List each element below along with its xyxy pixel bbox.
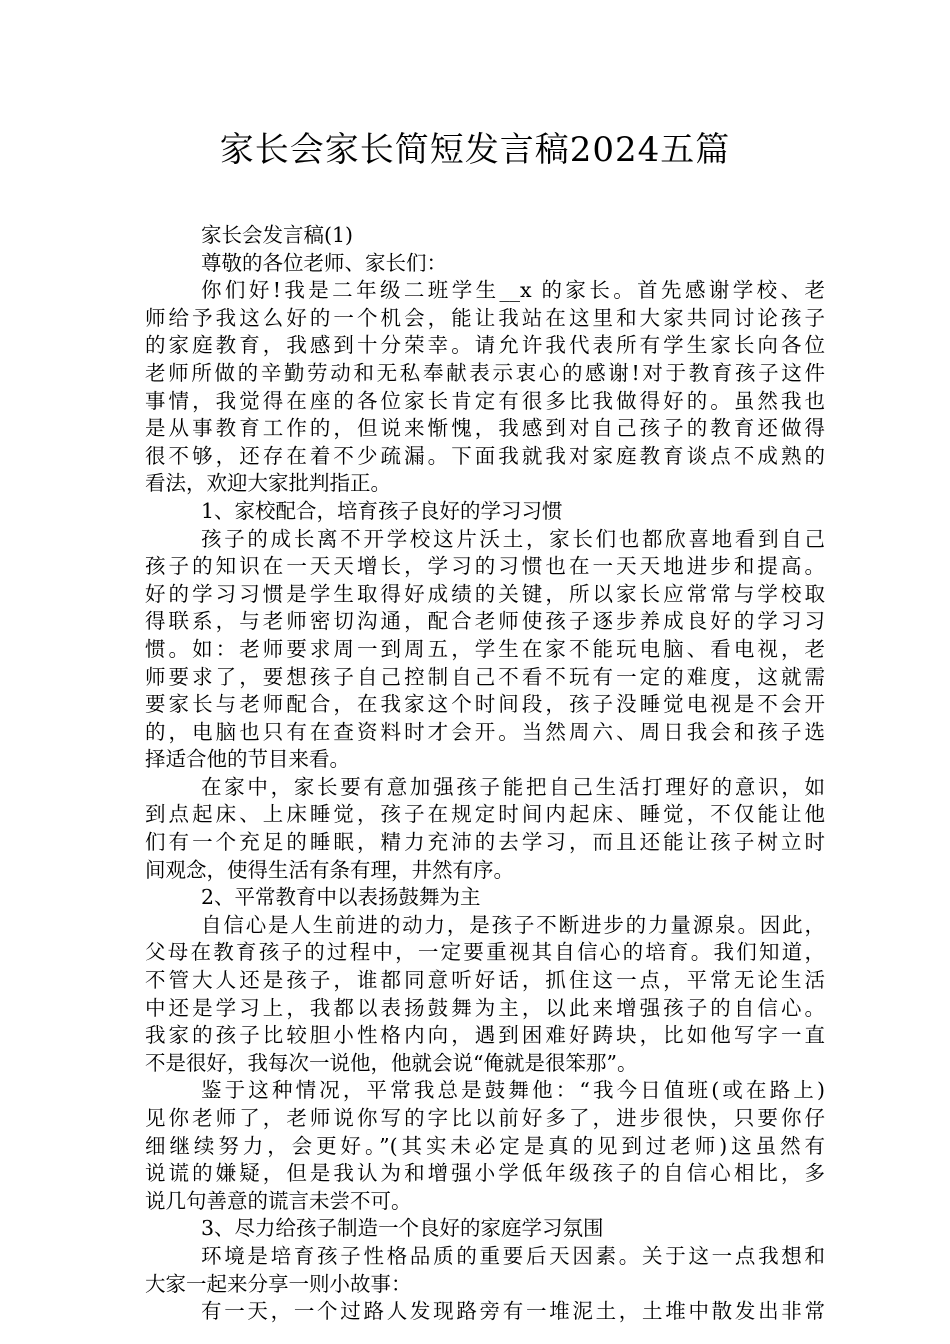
text-line: 们有一个充足的睡眠，精力充沛的去学习，而且还能让孩子树立时	[145, 830, 825, 855]
text-line: 在家中，家长要有意加强孩子能把自己生活打理好的意识，如	[201, 774, 825, 799]
text-line: 中还是学习上，我都以表扬鼓舞为主，以此来增强孩子的自信心。	[145, 995, 825, 1020]
text-line: 的，电脑也只有在查资料时才会开。当然周六、周日我会和孩子选	[145, 719, 825, 744]
text-line: 细继续努力，会更好。”(其实未必定是真的见到过老师)这虽然有	[145, 1133, 825, 1158]
document-title: 家长会家长简短发言稿2024五篇	[219, 130, 731, 170]
text-line: 环境是培育孩子性格品质的重要后天因素。关于这一点我想和	[201, 1243, 825, 1268]
text-line: 师要求了，要想孩子自己控制自己不看不玩有一定的难度，这就需	[145, 664, 825, 689]
text-line: 择适合他的节目来看。	[145, 747, 350, 772]
text-line: 是从事教育工作的，但说来惭愧，我感到对自己孩子的教育还做得	[145, 416, 825, 441]
text-line: 事情，我觉得在座的各位家长肯定有很多比我做得好的。虽然我也	[145, 388, 825, 413]
text-line: 要家长与老师配合，在我家这个时间段，孩子没睡觉电视是不会开	[145, 692, 825, 717]
text-line: 孩子的成长离不开学校这片沃土，家长们也都欣喜地看到自己	[201, 526, 825, 551]
document-body	[145, 222, 825, 1326]
text-line: 间观念，使得生活有条有理，井然有序。	[145, 857, 514, 882]
text-line: 大家一起来分享一则小故事：	[145, 1271, 412, 1296]
text-line: 不是很好，我每次一说他，他就会说“俺就是很笨那”。	[145, 1050, 638, 1075]
text-line: 惯。如：老师要求周一到周五，学生在家不能玩电脑、看电视，老	[145, 636, 825, 661]
text-line: 自信心是人生前进的动力，是孩子不断进步的力量源泉。因此，	[201, 912, 825, 937]
text-line: 得联系，与老师密切沟通，配合老师使孩子逐步养成良好的学习习	[145, 609, 825, 634]
text-line: 3、尽力给孩子制造一个良好的家庭学习氛围	[201, 1216, 604, 1241]
text-line: 我家的孩子比较胆小性格内向，遇到困难好踌块，比如他写字一直	[145, 1023, 825, 1048]
text-line: 好的学习习惯是学生取得好成绩的关键，所以家长应常常与学校取	[145, 581, 825, 606]
text-line: 你们好!我是二年级二班学生__x 的家长。首先感谢学校、老	[201, 278, 825, 303]
text-line: 见你老师了，老师说你写的字比以前好多了，进步很快，只要你仔	[145, 1106, 825, 1130]
text-line: 的家庭教育，我感到十分荣幸。请允许我代表所有学生家长向各位	[145, 333, 825, 358]
text-line: 老师所做的辛勤劳动和无私奉献表示衷心的感谢!对于教育孩子这件	[145, 360, 825, 385]
text-line: 鉴于这种情况，平常我总是鼓舞他：“我今日值班(或在路上)	[201, 1078, 825, 1103]
text-line: 孩子的知识在一天天增长，学习的习惯也在一天天地进步和提高。	[145, 554, 825, 579]
text-line: 很不够，还存在着不少疏漏。下面我就我对家庭教育谈点不成熟的	[145, 443, 825, 468]
text-line: 父母在教育孩子的过程中，一定要重视其自信心的培育。我们知道，	[145, 940, 825, 965]
text-line: 看法，欢迎大家批判指正。	[145, 471, 391, 496]
text-line: 师给予我这么好的一个机会，能让我站在这里和大家共同讨论孩子	[145, 305, 825, 330]
text-line: 尊敬的各位老师、家长们：	[201, 250, 447, 275]
text-line: 1、家校配合，培育孩子良好的学习习惯	[201, 498, 563, 523]
text-line: 家长会发言稿(1)	[201, 223, 354, 247]
text-line: 到点起床、上床睡觉，孩子在规定时间内起床、睡觉，不仅能让他	[145, 802, 825, 827]
text-line: 说谎的嫌疑，但是我认为和增强小学低年级孩子的自信心相比，多	[145, 1161, 825, 1186]
text-line: 说几句善意的谎言未尝不可。	[145, 1188, 412, 1213]
text-line: 2、平常教育中以表扬鼓舞为主	[201, 885, 481, 910]
text-line: 不管大人还是孩子，谁都同意听好话，抓住这一点，平常无论生活	[145, 968, 825, 993]
text-line: 有一天，一个过路人发现路旁有一堆泥土，土堆中散发出非常	[201, 1299, 825, 1324]
